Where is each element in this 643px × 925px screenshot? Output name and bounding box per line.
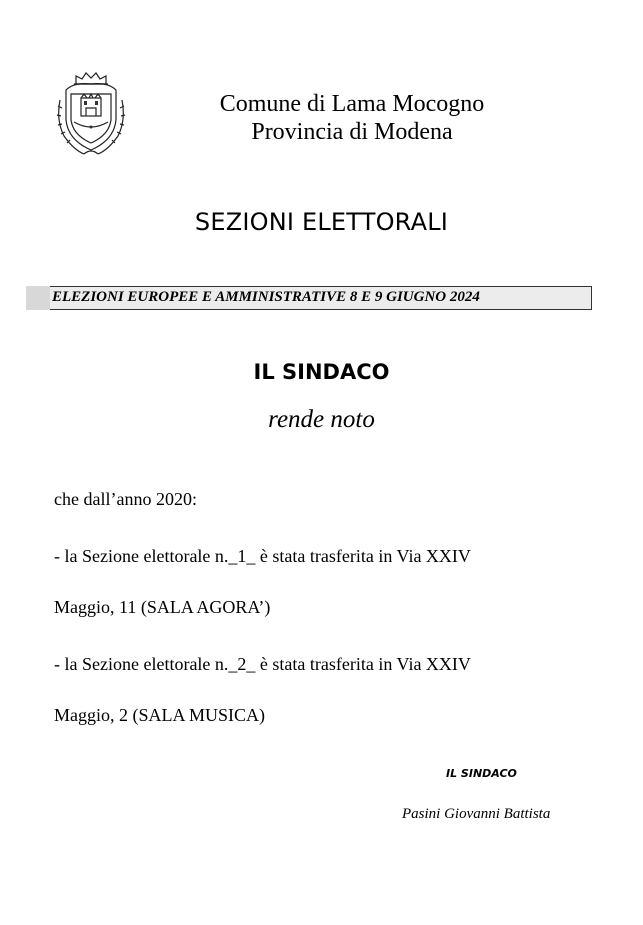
signature-name: Pasini Giovanni Battista [402,806,551,822]
election-banner-text: ELEZIONI EUROPEE E AMMINISTRATIVE 8 E 9 GIUGNO 2024 [52,289,480,305]
mayor-heading: IL SINDACO [253,360,390,384]
signature-title: IL SINDACO [446,767,517,780]
section-1-line-1: - la Sezione elettorale n._1_ è stata trasferita in Via XXIV [54,546,471,566]
organization-header [150,90,554,146]
section-2-line-1: - la Sezione elettorale n._2_ è stata trasferita in Via XXIV [54,654,471,674]
intro-paragraph: che dall’anno 2020: [54,489,197,509]
section-1-line-2: Maggio, 11 (SALA AGORA’) [54,597,271,617]
municipality-name: Comune di Lama Mocogno [219,91,485,117]
banner-shade [26,286,50,310]
municipal-crest-icon [54,70,128,156]
notice-subheading: rende noto [268,406,375,433]
province-name: Provincia di Modena [251,119,453,145]
section-2-line-2: Maggio, 2 (SALA MUSICA) [54,705,266,725]
page-title: SEZIONI ELETTORALI [194,208,449,236]
